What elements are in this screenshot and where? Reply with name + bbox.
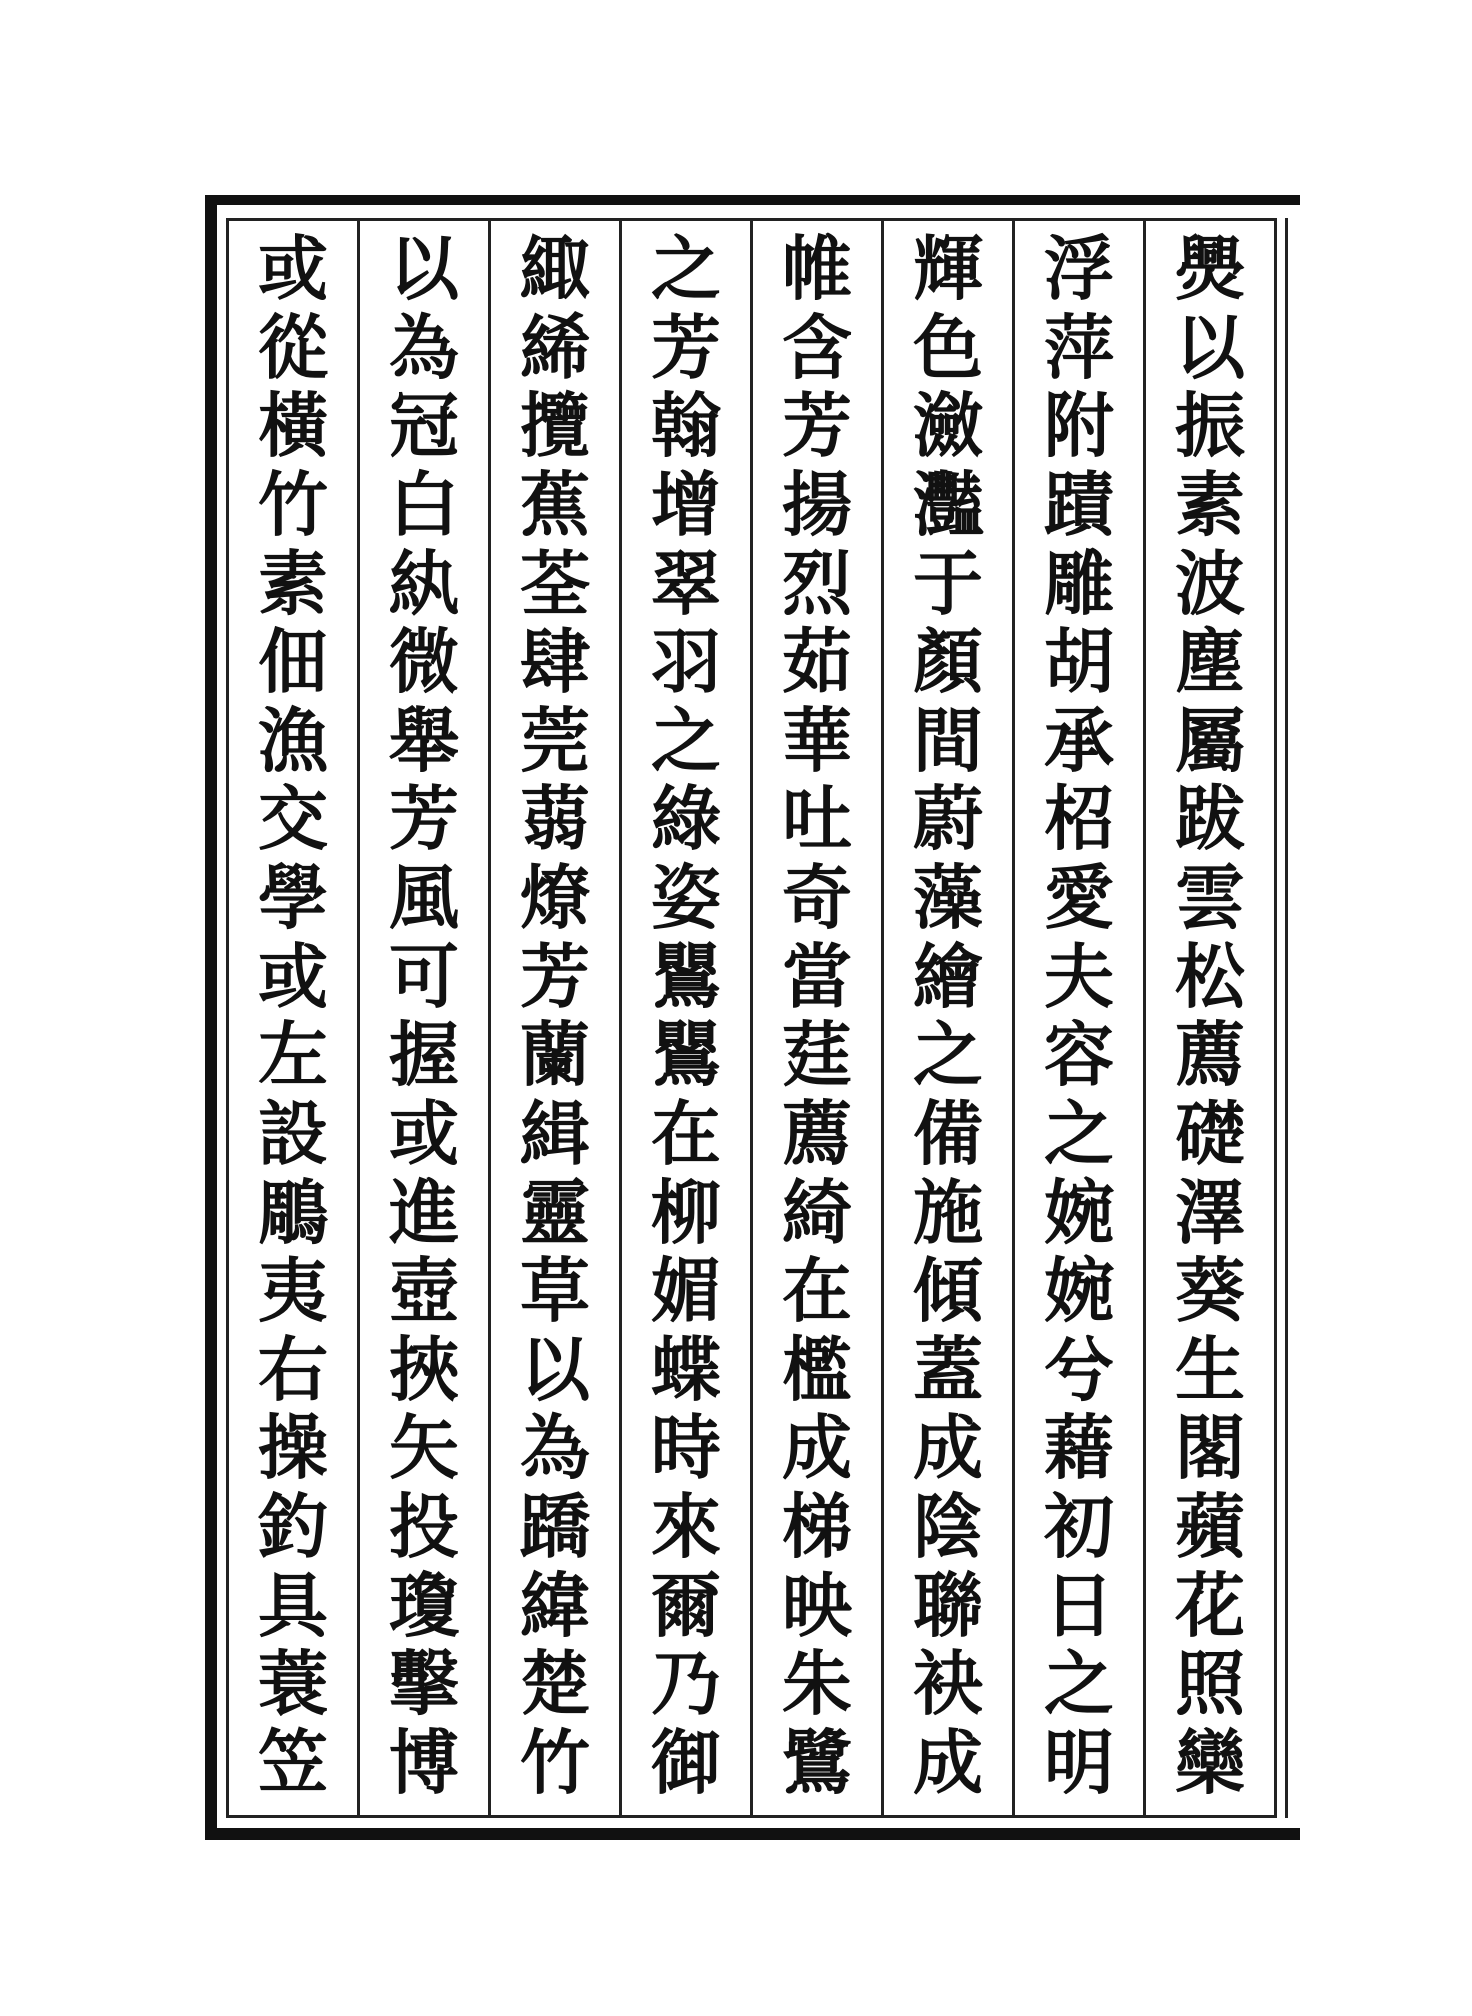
margin-column [1285,218,1303,1818]
character: 萍 [1044,305,1114,389]
character: 攬 [520,384,590,468]
character: 蘋 [1175,1485,1245,1568]
character: 當 [782,934,852,1018]
character: 松 [1175,934,1245,1018]
character: 在 [651,1091,721,1175]
character: 微 [389,620,459,704]
text-block [226,218,1277,1818]
character: 雲 [1175,856,1245,939]
character: 鸎 [651,934,721,1018]
character: 佃 [258,620,328,704]
character: 學 [258,856,328,939]
character: 操 [258,1406,328,1490]
text-column [619,221,750,1815]
character: 或 [258,934,328,1018]
character: 柳 [651,1170,721,1254]
character: 絺 [520,305,590,389]
character: 間 [913,698,983,782]
character: 明 [1044,1720,1114,1804]
character: 跋 [1175,777,1245,861]
character: 夫 [1044,934,1114,1018]
character: 博 [389,1720,459,1804]
character: 爾 [651,1563,721,1647]
character: 瀲 [913,384,983,468]
character: 靈 [520,1170,590,1254]
character: 蹟 [1044,462,1114,546]
character: 欒 [1175,1720,1245,1804]
character: 礎 [1175,1091,1245,1175]
character: 漁 [258,698,328,782]
character: 容 [1044,1013,1114,1097]
character: 壺 [389,1249,459,1333]
character: 愛 [1044,856,1114,939]
character: 夷 [258,1249,328,1333]
character: 以 [520,1327,590,1411]
character: 藉 [1044,1406,1114,1490]
character: 蘭 [520,1013,590,1097]
character: 生 [1175,1327,1245,1411]
character: 兮 [1044,1327,1114,1411]
text-column [229,221,357,1815]
character: 交 [258,777,328,861]
character: 御 [651,1720,721,1804]
character: 塵 [1175,620,1245,704]
character: 鵰 [258,1170,328,1254]
character: 色 [913,305,983,389]
text-column [881,221,1012,1815]
character: 羽 [651,620,721,704]
character: 綺 [782,1170,852,1254]
character: 屬 [1175,698,1245,782]
character: 朱 [782,1642,852,1726]
character: 素 [1175,462,1245,546]
character: 增 [651,462,721,546]
character: 肆 [520,620,590,704]
character: 于 [913,541,983,625]
character: 成 [913,1406,983,1490]
character: 從 [258,305,328,389]
character: 挾 [389,1327,459,1411]
character: 可 [389,934,459,1018]
character: 綠 [651,777,721,861]
character: 芳 [389,777,459,861]
character: 茹 [782,620,852,704]
character: 翠 [651,541,721,625]
character: 以 [389,227,459,310]
character: 浮 [1044,227,1114,310]
character: 或 [389,1091,459,1175]
character: 波 [1175,541,1245,625]
text-column [488,221,619,1815]
text-column [357,221,488,1815]
character: 或 [258,227,328,310]
character: 緝 [520,1091,590,1175]
character: 矢 [389,1406,459,1490]
character: 設 [258,1091,328,1175]
character: 莞 [520,698,590,782]
character: 冠 [389,384,459,468]
character: 蓋 [913,1327,983,1411]
character: 帷 [782,227,852,310]
character: 來 [651,1485,721,1568]
character: 乃 [651,1642,721,1726]
character: 附 [1044,384,1114,468]
character: 芳 [782,384,852,468]
character: 竹 [258,462,328,546]
character: 為 [389,305,459,389]
character: 婉 [1044,1249,1114,1333]
character: 施 [913,1170,983,1254]
character: 備 [913,1091,983,1175]
character: 灩 [913,462,983,546]
character: 烈 [782,541,852,625]
character: 投 [389,1485,459,1568]
character: 時 [651,1406,721,1490]
character: 胡 [1044,620,1114,704]
character: 之 [1044,1091,1114,1175]
character: 荃 [520,541,590,625]
character: 振 [1175,384,1245,468]
character: 芳 [520,934,590,1018]
character: 擊 [389,1642,459,1726]
character: 鸎 [651,1013,721,1097]
character: 握 [389,1013,459,1097]
character: 之 [651,698,721,782]
character: 翰 [651,384,721,468]
character: 瓊 [389,1563,459,1647]
character: 奇 [782,856,852,939]
character: 左 [258,1013,328,1097]
text-column [1012,221,1143,1815]
character: 釣 [258,1485,328,1568]
character: 橫 [258,384,328,468]
character: 藻 [913,856,983,939]
character: 成 [782,1406,852,1490]
character: 燎 [520,856,590,939]
text-column [750,221,881,1815]
character: 含 [782,305,852,389]
character: 素 [258,541,328,625]
character: 白 [389,462,459,546]
character: 葵 [1175,1249,1245,1333]
character: 在 [782,1249,852,1333]
character: 承 [1044,698,1114,782]
character: 聯 [913,1563,983,1647]
character: 鷺 [782,1720,852,1804]
character: 初 [1044,1485,1114,1568]
character: 柖 [1044,777,1114,861]
character: 梯 [782,1485,852,1568]
character: 莛 [782,1013,852,1097]
character: 繪 [913,934,983,1018]
character: 陰 [913,1485,983,1568]
character: 緅 [520,227,590,310]
character: 顏 [913,620,983,704]
character: 薦 [782,1091,852,1175]
character: 之 [913,1013,983,1097]
character: 紈 [389,541,459,625]
character: 之 [651,227,721,310]
character: 袂 [913,1642,983,1726]
character: 傾 [913,1249,983,1333]
character: 蕉 [520,462,590,546]
character: 蹻 [520,1485,590,1568]
character: 成 [913,1720,983,1804]
text-column [1143,221,1274,1815]
character: 照 [1175,1642,1245,1726]
character: 薦 [1175,1013,1245,1097]
character: 華 [782,698,852,782]
character: 蓑 [258,1642,328,1726]
character: 婉 [1044,1170,1114,1254]
character: 蝶 [651,1327,721,1411]
character: 風 [389,856,459,939]
character: 吐 [782,777,852,861]
character: 姿 [651,856,721,939]
character: 笠 [258,1720,328,1804]
character: 閣 [1175,1406,1245,1490]
character: 日 [1044,1563,1114,1647]
character: 之 [1044,1642,1114,1726]
character: 舉 [389,698,459,782]
character: 揚 [782,462,852,546]
character: 媚 [651,1249,721,1333]
character: 檻 [782,1327,852,1411]
character: 竹 [520,1720,590,1804]
character: 楚 [520,1642,590,1726]
character: 蒻 [520,777,590,861]
character: 芳 [651,305,721,389]
character: 為 [520,1406,590,1490]
character: 雕 [1044,541,1114,625]
character: 以 [1175,305,1245,389]
character: 緯 [520,1563,590,1647]
character: 草 [520,1249,590,1333]
character: 映 [782,1563,852,1647]
character: 澤 [1175,1170,1245,1254]
character: 蔚 [913,777,983,861]
character: 具 [258,1563,328,1647]
character: 輝 [913,227,983,310]
character: 進 [389,1170,459,1254]
character: 花 [1175,1563,1245,1647]
character: 右 [258,1327,328,1411]
character: 爂 [1175,227,1245,310]
